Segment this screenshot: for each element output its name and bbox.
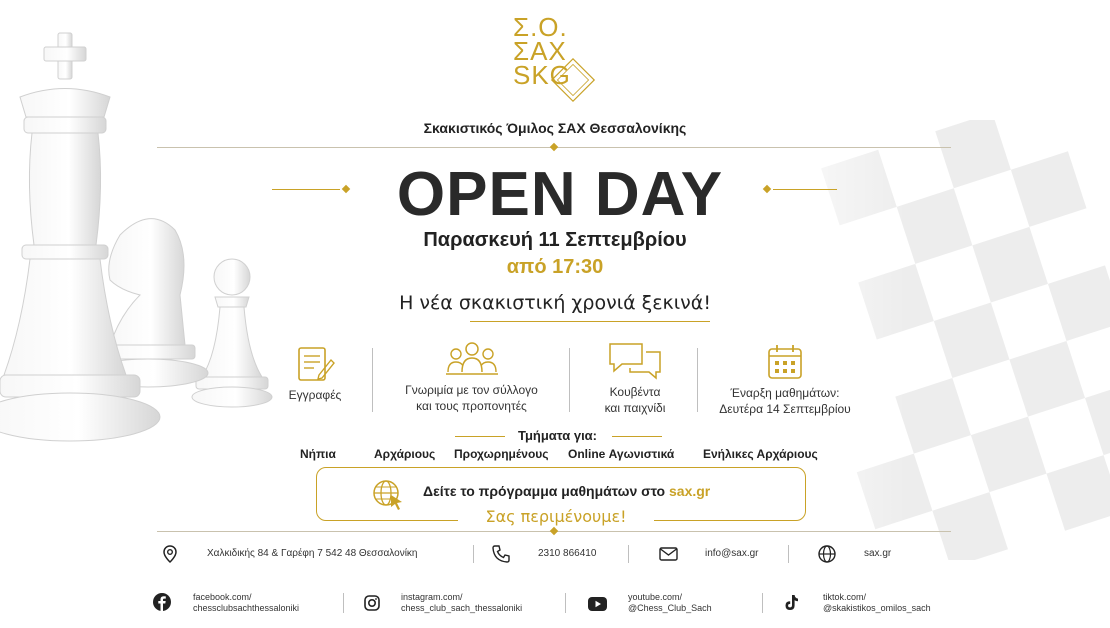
feature-chat-play-line1: Κουβέντα [609, 385, 661, 399]
feature-registration [270, 345, 360, 403]
phone-icon [492, 545, 510, 563]
tagline: Η νέα σκακιστική χρονιά ξεκινά! [399, 292, 711, 314]
form-icon [295, 345, 335, 383]
contact-phone[interactable]: 2310 866410 [538, 548, 597, 559]
social-instagram-line2: chess_club_sach_thessaloniki [401, 603, 523, 613]
feature-separator-1 [372, 348, 373, 412]
social-separator-2 [565, 593, 566, 613]
feature-meet-club [384, 340, 559, 414]
program-text [423, 483, 710, 499]
contact-address: Χαλκιδικής 84 & Γαρέφη 7 542 48 Θεσσαλονίκη [207, 548, 418, 559]
contact-separator-3 [788, 545, 789, 563]
group-item-toddlers: Νήπια [300, 447, 336, 461]
youtube-icon [588, 597, 607, 611]
feature-lessons-start-line1: Έναρξη μαθημάτων: [730, 386, 840, 400]
social-youtube-line2: @Chess_Club_Sach [628, 603, 712, 613]
email-icon [659, 547, 678, 561]
social-facebook-line2: chessclubsachthessaloniki [193, 603, 300, 613]
group-item-online-competitive: Online Αγωνιστικά [568, 447, 675, 461]
feature-chat-play-line2: και παιχνίδι [604, 401, 666, 415]
social-tiktok-line1: tiktok.com/ [823, 592, 867, 602]
feature-meet-club-line2: και τους προπονητές [416, 399, 527, 413]
group-item-advanced: Προχωρημένους [454, 447, 549, 461]
feature-separator-2 [569, 348, 570, 412]
chat-icon [606, 340, 664, 380]
feature-lessons-start-line2: Δευτέρα 14 Σεπτεμβρίου [719, 402, 851, 416]
feature-lessons-start [705, 343, 865, 417]
title-ornament-left-diamond [342, 185, 350, 193]
club-logo [505, 12, 600, 112]
closing-text: Σας περιμένουμε! [458, 507, 654, 526]
social-tiktok-line2: @skakistikos_omilos_sach [823, 603, 931, 613]
social-instagram-line1: instagram.com/ [401, 592, 463, 602]
social-facebook[interactable] [193, 592, 299, 614]
feature-registration-line1: Εγγραφές [288, 388, 342, 402]
social-separator-1 [343, 593, 344, 613]
people-icon [444, 340, 500, 378]
contact-email[interactable]: info@sax.gr [705, 548, 759, 559]
social-youtube[interactable] [628, 592, 712, 614]
group-item-beginners: Αρχάριους [374, 447, 436, 461]
event-time: από 17:30 [506, 256, 604, 278]
contact-separator-1 [473, 545, 474, 563]
social-instagram[interactable] [401, 592, 522, 614]
group-item-adult-beginners: Ενήλικες Αρχάριους [703, 447, 818, 461]
club-name: Σκακιστικός Όμιλος ΣΑΧ Θεσσαλονίκης [423, 120, 687, 136]
logo-line-1: Σ.Ο. [513, 12, 568, 42]
event-date: Παρασκευή 11 Σεπτεμβρίου [423, 229, 687, 251]
calendar-icon [765, 343, 805, 381]
chess-pieces-image [0, 25, 290, 455]
groups-heading-line-left [455, 436, 505, 437]
location-pin-icon [163, 545, 177, 563]
feature-chat-play [585, 340, 685, 416]
social-facebook-line1: facebook.com/ [193, 592, 252, 602]
globe-icon [818, 545, 836, 563]
facebook-icon [153, 593, 171, 611]
logo-line-3: SKG [513, 60, 571, 90]
globe-cursor-icon [371, 478, 405, 510]
feature-separator-3 [697, 348, 698, 412]
program-text-label: Δείτε το πρόγραμμα μαθημάτων στο [423, 483, 669, 499]
pawn-piece [192, 259, 272, 407]
groups-heading-line-right [612, 436, 662, 437]
tiktok-icon [784, 594, 799, 611]
event-title: OPEN DAY [396, 160, 724, 229]
social-youtube-line1: youtube.com/ [628, 592, 683, 602]
feature-meet-club-line1: Γνωριμία με τον σύλλογο [405, 383, 538, 397]
top-divider-diamond [550, 143, 558, 151]
social-separator-3 [762, 593, 763, 613]
bottom-divider-diamond [550, 527, 558, 535]
logo-line-2: ΣΑΧ [513, 36, 567, 66]
groups-heading: Τμήματα για: [517, 428, 598, 443]
tagline-underline [470, 321, 710, 322]
program-link[interactable]: sax.gr [669, 483, 711, 499]
social-tiktok[interactable] [823, 592, 931, 614]
contact-separator-2 [628, 545, 629, 563]
title-ornament-left [272, 189, 340, 190]
instagram-icon [364, 595, 380, 611]
title-ornament-right [773, 189, 837, 190]
contact-website[interactable]: sax.gr [864, 548, 892, 559]
